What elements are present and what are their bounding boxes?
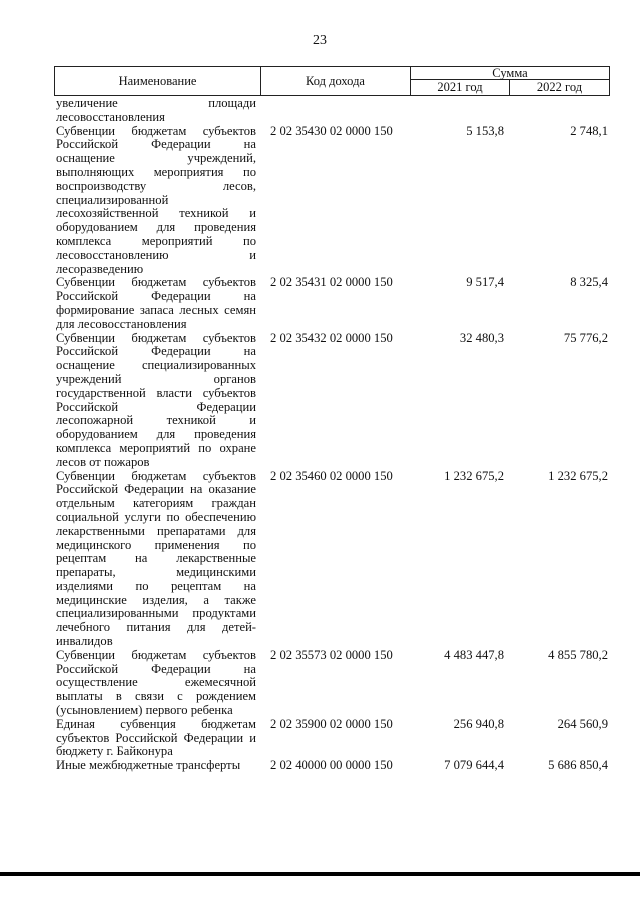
row-value-2022: 8 325,4 <box>570 275 608 290</box>
header-name: Наименование <box>55 67 261 95</box>
row-value-2021: 32 480,3 <box>459 330 504 345</box>
table-row <box>56 470 608 649</box>
row-code: 2 02 35431 02 0000 150 <box>270 275 393 290</box>
header-year-2021: 2021 год <box>411 80 510 95</box>
row-name: Субвенции бюджетам субъектов Российской Федерации на осуществление ежемесячной выплаты в связи с рождением (усыновлением) первого ребенка <box>56 647 256 718</box>
row-code: 2 02 35573 02 0000 150 <box>270 647 393 662</box>
row-name: увеличение площади лесовосстановления <box>56 96 256 124</box>
table-row <box>56 718 608 759</box>
row-name: Субвенции бюджетам субъектов Российской Федерации на формирование запаса лесных семян для лесовосстановления <box>56 275 256 331</box>
row-value-2022: 2 748,1 <box>570 123 608 138</box>
header-sum: Сумма <box>411 67 609 80</box>
row-code: 2 02 35460 02 0000 150 <box>270 468 393 483</box>
table-row <box>56 97 608 125</box>
row-value-2022: 1 232 675,2 <box>548 468 608 483</box>
row-value-2021: 9 517,4 <box>466 275 504 290</box>
page-number: 23 <box>313 33 327 48</box>
row-value-2022: 264 560,9 <box>557 716 608 731</box>
row-value-2021: 5 153,8 <box>466 123 504 138</box>
table-body <box>56 97 608 773</box>
table-row <box>56 125 608 277</box>
row-name: Единая субвенция бюджетам субъектов Российской Федерации и бюджету г. Байконура <box>56 716 256 759</box>
header-year-2022: 2022 год <box>536 80 583 94</box>
row-value-2022: 75 776,2 <box>563 330 608 345</box>
row-name: Субвенции бюджетам субъектов Российской Федерации на оснащение учреждений, выполняющих мероприятия по воспроизводству лесов, специализированной лесохозяйственной техникой и оборудованием для проведения комплекса мероприятий по лесовосстановлению и лесоразведению <box>56 123 256 276</box>
row-value-2022: 4 855 780,2 <box>548 647 608 662</box>
row-code: 2 02 35430 02 0000 150 <box>270 123 393 138</box>
row-value-2021: 1 232 675,2 <box>444 468 504 483</box>
row-value-2022: 5 686 850,4 <box>548 758 608 773</box>
table-row <box>56 276 608 331</box>
row-value-2021: 7 079 644,4 <box>444 758 504 773</box>
row-value-2021: 4 483 447,8 <box>444 647 504 662</box>
row-code: 2 02 40000 00 0000 150 <box>270 758 393 773</box>
row-name: Иные межбюджетные трансферты <box>56 758 241 773</box>
table-row <box>56 759 608 773</box>
header-code: Код дохода <box>261 67 411 95</box>
row-value-2021: 256 940,8 <box>453 716 504 731</box>
table-header <box>54 66 610 96</box>
row-code: 2 02 35432 02 0000 150 <box>270 330 393 345</box>
table-row <box>56 649 608 718</box>
table-row <box>56 332 608 470</box>
row-name: Субвенции бюджетам субъектов Российской Федерации на оснащение специализированных учреждений органов государственной власти субъектов Российской Федерации лесопожарной техникой и оборудованием для проведения комплекса мероприятий по охране лесов от пожаров <box>56 330 256 469</box>
scan-edge-bar <box>0 872 640 876</box>
row-name: Субвенции бюджетам субъектов Российской Федерации на оказание отдельным категориям граждан социальной услуги по обеспечению лекарственными препаратами для медицинского применения по рецептам на лекарственные препараты, медицинскими изделиями по рецептам на медицинские изделия, а также специализированными продуктами лечебного питания для детей-инвалидов <box>56 468 256 649</box>
row-code: 2 02 35900 02 0000 150 <box>270 716 393 731</box>
